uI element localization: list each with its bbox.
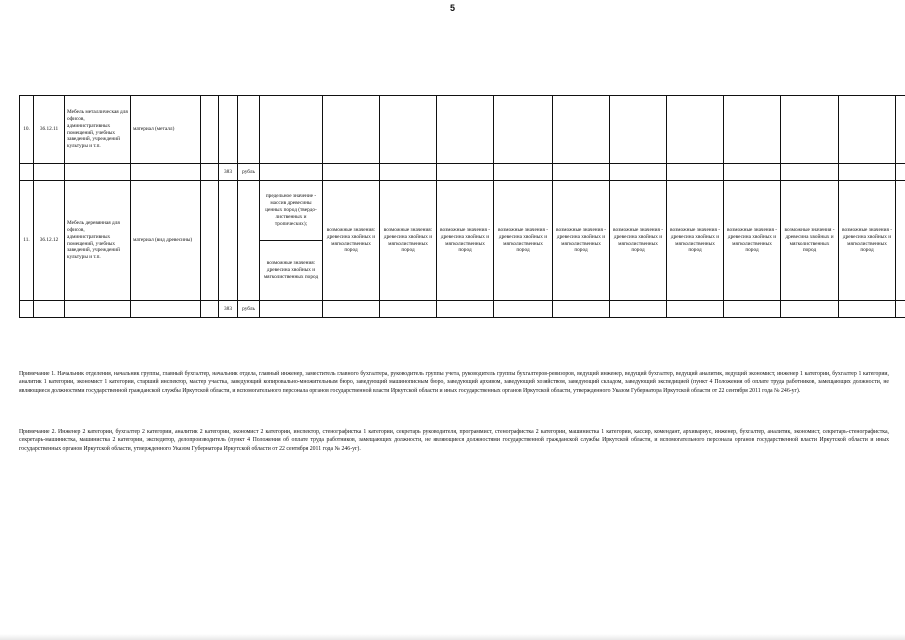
empty-cell: [553, 301, 610, 318]
value-cell: возможные значения - древесина хвойных и мягколиственных пород: [553, 181, 610, 301]
empty-cell: [896, 96, 905, 164]
empty-cell: [219, 96, 238, 164]
empty-cell: [724, 96, 781, 164]
note-1: [19, 370, 889, 395]
empty-cell: [610, 96, 667, 164]
item-name: Мебель деревянная для офисов, административных помещений, учебных заведений, учреждений культуры и т.п.: [65, 181, 131, 301]
empty-cell: [323, 164, 380, 181]
furniture-requirements-table: [19, 95, 905, 318]
empty-cell: [437, 164, 494, 181]
value-cell: возможные значения - древесина хвойных и мягколиственных пород: [437, 181, 494, 301]
table-row: [20, 181, 905, 241]
empty-cell: [201, 181, 219, 301]
unit-code: 383: [219, 164, 238, 181]
value-cell: возможные значения - древесина хвойных и мягколиственных пород: [610, 181, 667, 301]
empty-cell: [781, 164, 839, 181]
limit-value-bottom: возможные значения: древесина хвойных и мягколиственных пород: [260, 241, 323, 301]
empty-cell: [201, 164, 219, 181]
empty-cell: [494, 96, 553, 164]
empty-cell: [724, 301, 781, 318]
value-cell: возможные значения - древесина хвойных и мягколиственных пород: [781, 181, 839, 301]
empty-cell: [494, 164, 553, 181]
empty-cell: [839, 164, 896, 181]
empty-cell: [667, 164, 724, 181]
empty-cell: [323, 96, 380, 164]
empty-cell: [201, 96, 219, 164]
empty-cell: [260, 96, 323, 164]
empty-cell: [20, 301, 34, 318]
table-row: [20, 96, 905, 164]
table-row: [20, 164, 905, 181]
empty-cell: [667, 96, 724, 164]
okpd-code: 36.12.12: [34, 181, 65, 301]
note-2: [19, 428, 889, 453]
empty-cell: [610, 301, 667, 318]
empty-cell: [437, 301, 494, 318]
value-cell: возможные значения - древесина хвойных и мягколиственных пород: [667, 181, 724, 301]
page-number: 5: [449, 3, 455, 13]
empty-cell: [494, 301, 553, 318]
value-cell: возможные значения: древесина хвойных и мягколиственных пород: [380, 181, 437, 301]
empty-cell: [553, 96, 610, 164]
empty-cell: [896, 181, 905, 301]
empty-cell: [219, 181, 238, 301]
empty-cell: [20, 164, 34, 181]
empty-cell: [380, 301, 437, 318]
empty-cell: [323, 301, 380, 318]
empty-cell: [380, 96, 437, 164]
empty-cell: [724, 164, 781, 181]
empty-cell: [610, 164, 667, 181]
value-cell: возможные значения - древесина хвойных и мягколиственных пород: [839, 181, 896, 301]
empty-cell: [238, 181, 260, 301]
item-characteristic: материал (вид древесины): [131, 181, 201, 301]
row-number: 11.: [20, 181, 34, 301]
empty-cell: [781, 301, 839, 318]
empty-cell: [131, 301, 201, 318]
empty-cell: [238, 96, 260, 164]
empty-cell: [131, 164, 201, 181]
table-row: [20, 301, 905, 318]
empty-cell: [260, 164, 323, 181]
unit-code: 383: [219, 301, 238, 318]
empty-cell: [781, 96, 839, 164]
empty-cell: [839, 301, 896, 318]
row-number: 10.: [20, 96, 34, 164]
unit-name: рубль: [238, 164, 260, 181]
item-characteristic: материал (металл): [131, 96, 201, 164]
item-name: Мебель металлическая для офисов, административных помещений, учебных заведений, учреждений культуры и т.п.: [65, 96, 131, 164]
empty-cell: [65, 164, 131, 181]
empty-cell: [667, 301, 724, 318]
empty-cell: [380, 164, 437, 181]
empty-cell: [260, 301, 323, 318]
empty-cell: [201, 301, 219, 318]
empty-cell: [34, 164, 65, 181]
value-cell: возможные значения: древесина хвойных и мягколиственных пород: [323, 181, 380, 301]
empty-cell: [839, 96, 896, 164]
okpd-code: 36.12.11: [34, 96, 65, 164]
empty-cell: [34, 301, 65, 318]
empty-cell: [437, 96, 494, 164]
limit-value-top: предельное значение - массив древесины ценных пород (твердо-лиственных и тропических);: [260, 181, 323, 241]
empty-cell: [896, 164, 905, 181]
value-cell: возможные значения - древесина хвойных и мягколиственных пород: [724, 181, 781, 301]
empty-cell: [65, 301, 131, 318]
empty-cell: [553, 164, 610, 181]
empty-cell: [896, 301, 905, 318]
scan-edge: [0, 634, 905, 640]
note-1-text: Примечание 1. Начальник отделения, начальник группы, главный бухгалтер, начальник отдела, главный инженер, заместитель главного бухгалтера, руководитель группы учета, руководитель группы бухгалтеров-ревизоров, ведущий инженер, ведущий бухгалтер, ведущий аналитик, ведущий экономист, инженер 1 категории, бухгалтер 1 категории, аналитик 1 категории, экономист 1 категории, старший инспектор, мастер участка, заведующий копировально-множительным бюро, заведующий машинописным бюро, заведующий архивом, заведующий хозяйством, заведующий складом, заведующий экспедицией (пункт 4 Положения об оплате труда работников, замещающих должности, не являющиеся должностями государственной гражданской службы Иркутской области, и вспомогательного персонала органов государственной власти Иркутской области и иных государственных органов Иркутской области, утвержденного Указом Губернатора Иркутской области от 22 сентября 2011 года № 246-уг).: [19, 371, 889, 394]
note-2-text: Примечание 2. Инженер 2 категории, бухгалтер 2 категории, аналитик 2 категории, экономист 2 категории, инспектор, стенографистка 1 категории, секретарь руководителя, программист, стенографистка 2 категории, машинистка 1 категории, кассир, комендант, архивариус, инженер, бухгалтер, аналитик, экономист, секретарь-стенографистка, секретарь-машинистка, машинистка 2 категории, экспедитор, делопроизводитель (пункт 4 Положения об оплате труда работников, замещающих должности, не являющиеся должностями государственной гражданской службы Иркутской области, и вспомогательного персонала органов государственной власти Иркутской области и иных государственных органов Иркутской области, утвержденного Указом Губернатора Иркутской области от 22 сентября 2011 года № 246-уг).: [19, 429, 889, 452]
unit-name: рубль: [238, 301, 260, 318]
value-cell: возможные значения - древесина хвойных и мягколиственных пород: [494, 181, 553, 301]
